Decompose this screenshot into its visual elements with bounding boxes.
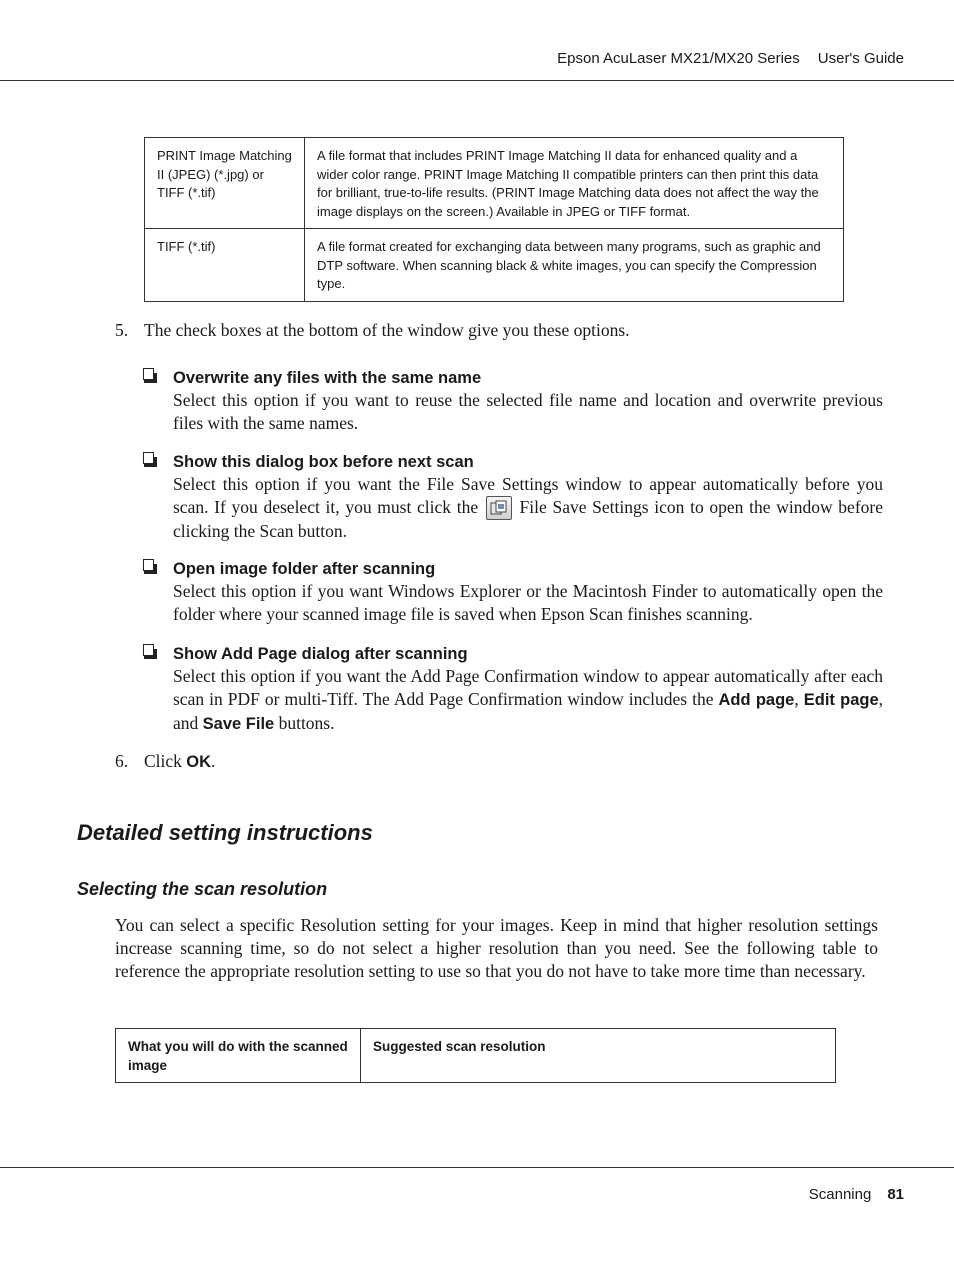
column-header-resolution: Suggested scan resolution bbox=[361, 1029, 836, 1083]
footer-divider bbox=[0, 1167, 954, 1168]
step-text: The check boxes at the bottom of the window give you these options. bbox=[144, 320, 630, 340]
option-title: Open image folder after scanning bbox=[173, 560, 436, 578]
format-name-cell: TIFF (*.tif) bbox=[145, 229, 305, 302]
step-6 bbox=[115, 751, 215, 772]
column-header-usage: What you will do with the scanned image bbox=[116, 1029, 361, 1083]
option-text: Select this option if you want the File Save Settings window to appear automatically before you scan. If you deselect it, you must click the bbox=[173, 474, 883, 517]
option-description: Select this option if you want to reuse the selected file name and location and overwrite previous files with the same names. bbox=[173, 390, 883, 433]
option-description bbox=[173, 665, 883, 736]
checkbox-bullet-icon bbox=[143, 644, 154, 656]
section-heading: Detailed setting instructions bbox=[77, 820, 373, 845]
option-title: Overwrite any files with the same name bbox=[173, 369, 482, 387]
subsection-heading: Selecting the scan resolution bbox=[77, 879, 328, 899]
format-description-cell: A file format created for exchanging data between many programs, such as graphic and DTP software. When scanning black & white images, you can specify the Compression type. bbox=[305, 229, 844, 302]
page-footer bbox=[809, 1186, 904, 1203]
ok-label: OK bbox=[186, 753, 212, 771]
header-divider bbox=[0, 80, 954, 81]
guide-title: User's Guide bbox=[817, 50, 904, 67]
footer-section: Scanning bbox=[808, 1186, 872, 1203]
intro-paragraph: You can select a specific Resolution setting for your images. Keep in mind that higher resolution settings increase scanning time, so do not select a higher resolution than you need. See the following table to reference the appropriate resolution setting to use so that you do not have to take more time than necessary. bbox=[115, 915, 878, 981]
save-file-label: Save File bbox=[202, 715, 275, 733]
option-show-dialog bbox=[143, 451, 883, 543]
table-row bbox=[145, 229, 844, 302]
option-title: Show this dialog box before next scan bbox=[173, 453, 474, 471]
step-number: 5. bbox=[115, 320, 129, 340]
option-description bbox=[173, 473, 883, 543]
page-number: 81 bbox=[887, 1186, 904, 1203]
step-number: 6. bbox=[115, 751, 129, 771]
option-text: buttons. bbox=[278, 713, 335, 733]
checkbox-bullet-icon bbox=[143, 452, 154, 464]
table-row bbox=[145, 138, 844, 229]
checkbox-bullet-icon bbox=[143, 368, 154, 380]
option-text: Select this option if you want the Add Page Confirmation window to appear automatically after each scan in PDF or multi-Tiff. The Add Page Confirmation window includes the bbox=[173, 666, 883, 709]
resolution-table bbox=[115, 1028, 836, 1083]
period: . bbox=[211, 751, 216, 771]
file-format-table bbox=[144, 137, 844, 302]
format-description-cell: A file format that includes PRINT Image Matching II data for enhanced quality and a wider color range. PRINT Image Matching II compatible printers can then print this data for brilliant, true-to-life results. (PRINT Image Matching data does not affect the way the image displays on the screen.) Available in JPEG or TIFF format. bbox=[305, 138, 844, 229]
option-title: Show Add Page dialog after scanning bbox=[173, 645, 468, 663]
option-overwrite-files bbox=[143, 367, 883, 435]
separator: , and bbox=[173, 689, 884, 733]
checkbox-bullet-icon bbox=[143, 559, 154, 571]
option-description: Select this option if you want Windows Explorer or the Macintosh Finder to automatically open the folder where your scanned image file is saved when Epson Scan finishes scanning. bbox=[173, 581, 883, 624]
separator: , bbox=[794, 689, 799, 709]
page-header bbox=[557, 50, 904, 67]
format-name-cell: PRINT Image Matching II (JPEG) (*.jpg) or TIFF (*.tif) bbox=[145, 138, 305, 229]
step-text: Click bbox=[144, 751, 182, 771]
option-add-page-dialog bbox=[143, 643, 883, 736]
table-header-row bbox=[116, 1029, 836, 1083]
product-title: Epson AcuLaser MX21/MX20 Series bbox=[557, 50, 800, 67]
option-open-folder bbox=[143, 558, 883, 626]
edit-page-label: Edit page bbox=[803, 691, 879, 709]
add-page-label: Add page bbox=[718, 691, 795, 709]
file-save-settings-icon bbox=[486, 496, 512, 520]
step-5 bbox=[115, 320, 630, 341]
option-text: File Save Settings icon to open the window before clicking the Scan button. bbox=[173, 497, 883, 541]
